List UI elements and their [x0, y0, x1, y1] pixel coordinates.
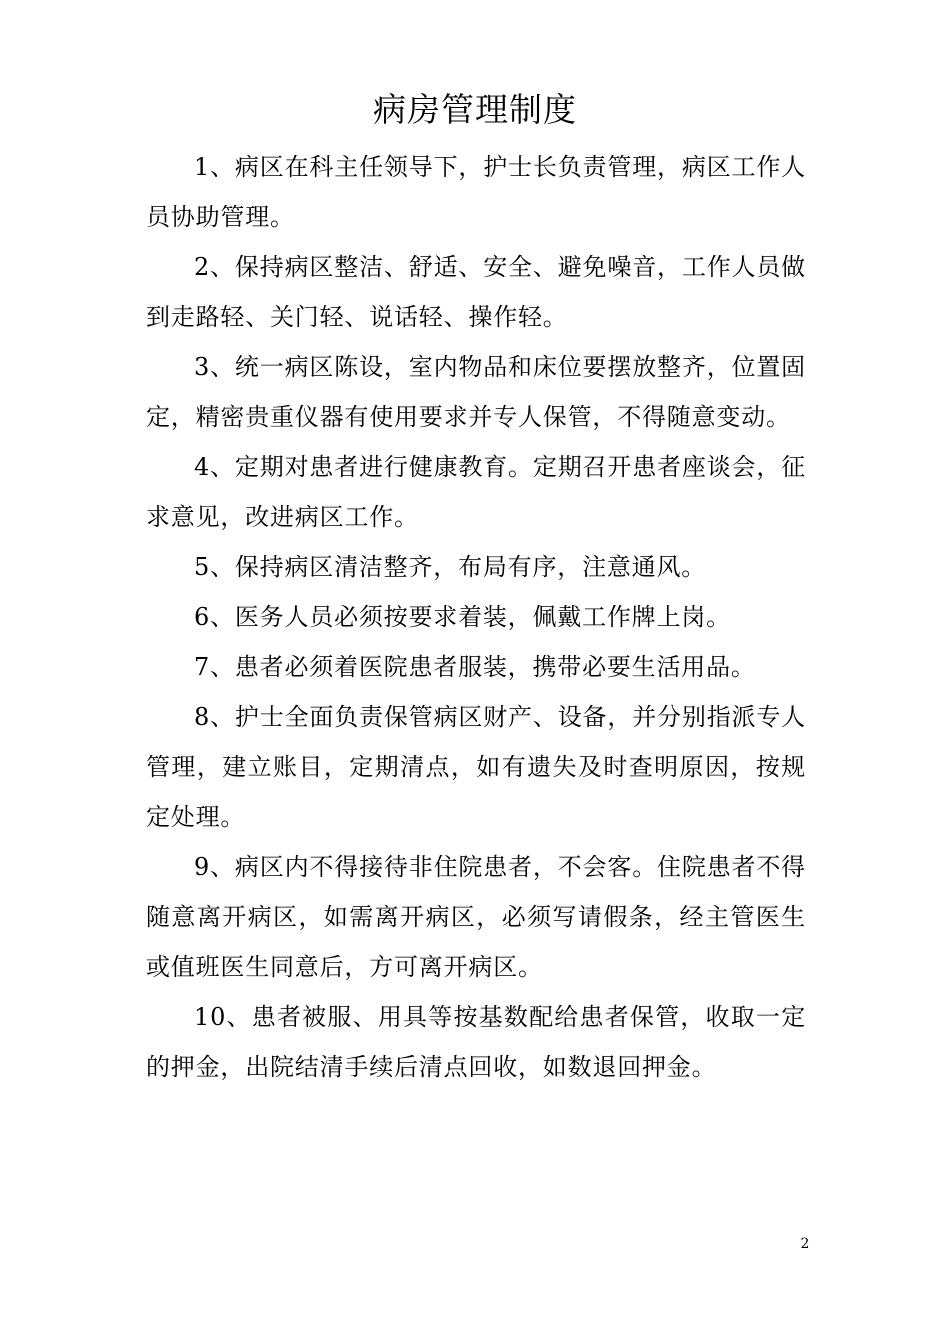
page-number: 2: [800, 1236, 810, 1252]
rule-paragraph-2: 2、保持病区整洁、舒适、安全、避免噪音，工作人员做到走路轻、关门轻、说话轻、操作轻。: [146, 253, 806, 331]
rule-paragraph-9: 9、病区内不得接待非住院患者，不会客。住院患者不得随意离开病区，如需离开病区，必须写请假条，经主管医生或值班医生同意后，方可离开病区。: [146, 853, 806, 981]
rule-paragraph-3: 3、统一病区陈设，室内物品和床位要摆放整齐，位置固定，精密贵重仪器有使用要求并专人保管，不得随意变动。: [146, 353, 806, 431]
document-body: [146, 142, 806, 1092]
rule-paragraph-8: 8、护士全面负责保管病区财产、设备，并分别指派专人管理，建立账目，定期清点，如有遗失及时查明原因，按规定处理。: [146, 703, 806, 831]
rule-paragraph-10: 10、患者被服、用具等按基数配给患者保管，收取一定的押金，出院结清手续后清点回收，如数退回押金。: [146, 1003, 806, 1081]
rule-paragraph-4: 4、定期对患者进行健康教育。定期召开患者座谈会，征求意见，改进病区工作。: [146, 453, 806, 531]
document-title: 病房管理制度: [373, 90, 577, 129]
rule-paragraph-5: 5、保持病区清洁整齐，布局有序，注意通风。: [194, 553, 707, 581]
rule-paragraph-6: 6、医务人员必须按要求着装，佩戴工作牌上岗。: [194, 603, 731, 631]
rule-paragraph-7: 7、患者必须着医院患者服装，携带必要生活用品。: [194, 653, 756, 681]
rule-paragraph-1: 1、病区在科主任领导下，护士长负责管理，病区工作人员协助管理。: [146, 153, 806, 231]
